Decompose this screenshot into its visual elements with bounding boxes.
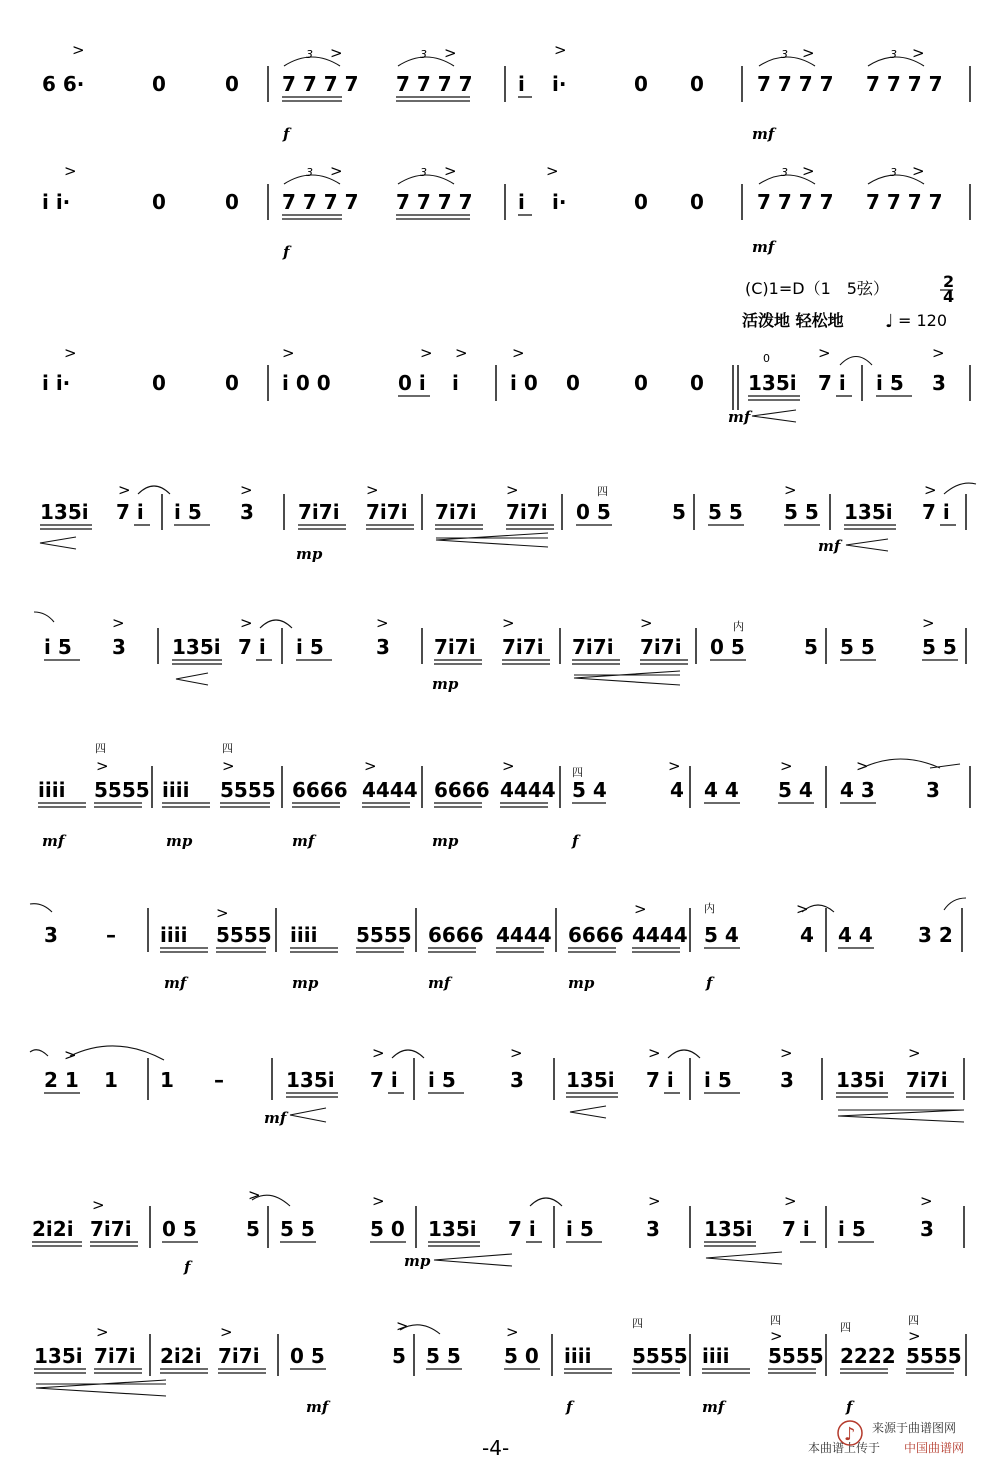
fingering-mark: 四 [632,1317,643,1330]
fingering-mark: 四 [908,1314,919,1327]
svg-text:>: > [512,344,525,362]
notes: 5555 [768,1344,824,1368]
notes: – [214,1068,224,1092]
notes: 7 i [646,1068,674,1092]
notes: i [518,190,525,214]
notes: 3 [376,635,390,659]
notes: 4444 [500,778,556,802]
svg-text:>: > [502,614,515,632]
notes: 4 4 [838,923,873,947]
notes: 7 7 7 7 [396,190,473,214]
svg-text:>: > [780,757,793,775]
svg-text:>: > [912,44,925,62]
notes: iiii [702,1344,730,1368]
svg-text:>: > [240,614,253,632]
notes: i 5 [44,635,72,659]
notes: 7i7i [572,635,614,659]
notes: i 5 [296,635,324,659]
svg-text:3: 3 [781,48,788,61]
page-number: -4- [482,1436,510,1460]
notes: 5555 [632,1344,688,1368]
svg-text:>: > [112,614,125,632]
notes: 135i [428,1217,477,1241]
notes: 0 5 [162,1217,197,1241]
notes: 135i [748,371,797,395]
system-10 [34,1314,966,1416]
notes: 5 [672,500,686,524]
notes: 3 [926,778,940,802]
notes: i 5 [704,1068,732,1092]
svg-text:>: > [444,44,457,62]
svg-text:>: > [634,900,647,918]
svg-text:>: > [366,481,379,499]
svg-text:>: > [96,1323,109,1341]
notes: 7i7i [434,635,476,659]
notes: iiii [160,923,188,947]
notes: 7i7i [94,1344,136,1368]
notes: 5555 [220,778,276,802]
watermark-left: 本曲谱上传于 [808,1441,881,1455]
notes: 6666 [292,778,348,802]
dynamic-mark: f [706,974,713,992]
svg-text:3: 3 [420,166,427,179]
svg-text:>: > [818,344,831,362]
notes: 7i7i [218,1344,260,1368]
svg-text:>: > [455,344,468,362]
notes: 3 [112,635,126,659]
svg-text:>: > [248,1186,261,1204]
svg-text:>: > [364,757,377,775]
dynamic-mark: mf [428,974,451,992]
notes: 135i [566,1068,615,1092]
svg-text:3: 3 [781,166,788,179]
watermark-right-top: 来源于曲谱图网 [872,1421,957,1435]
notes: 0 [634,371,648,395]
notes: 7i7i [640,635,682,659]
svg-text:>: > [802,162,815,180]
notes: 2i2i [32,1217,74,1241]
notes: 4444 [362,778,418,802]
svg-text:>: > [920,1192,933,1210]
svg-text:3: 3 [306,48,313,61]
notes: 2 1 [44,1068,79,1092]
notes: 5 4 [704,923,739,947]
notes: 3 2 [918,923,953,947]
notes: 3 [44,923,58,947]
notes: 7 i [238,635,266,659]
svg-text:>: > [510,1044,523,1062]
notes: 6666 [428,923,484,947]
notes: 2i2i [160,1344,202,1368]
notes: i i· [42,371,71,395]
notes: 3 [932,371,946,395]
notes: 7i7i [906,1068,948,1092]
notes: 7i7i [435,500,477,524]
svg-text:>: > [118,481,131,499]
notes: 5 5 [708,500,743,524]
svg-text:♪: ♪ [844,1424,856,1445]
notes: 4 [800,923,814,947]
notes: 0 5 [290,1344,325,1368]
system-5 [34,612,966,693]
svg-text:>: > [396,1317,409,1335]
notes: 5 0 [504,1344,539,1368]
svg-text:>: > [372,1192,385,1210]
notes: 5 5 [784,500,819,524]
notes: iiii [564,1344,592,1368]
svg-text:>: > [330,44,343,62]
svg-text:>: > [220,1323,233,1341]
fingering-mark: 四 [222,742,233,755]
notes: 0 [225,371,239,395]
notes: 0 [634,190,648,214]
svg-text:>: > [908,1044,921,1062]
notes: 7 i [116,500,144,524]
notes: 0 5 [576,500,611,524]
svg-text:>: > [92,1196,105,1214]
svg-text:>: > [96,757,109,775]
notes: i 5 [428,1068,456,1092]
svg-text:>: > [784,1192,797,1210]
notes: 7 7 7 7 [396,72,473,96]
notes: 5 0 [370,1217,405,1241]
notes: 4 [670,778,684,802]
system-4 [40,481,976,563]
svg-text:>: > [912,162,925,180]
notes: 5 [392,1344,406,1368]
svg-text:>: > [64,344,77,362]
dynamic-mark: mp [296,545,323,563]
system-2 [42,162,970,261]
notes: 4 4 [704,778,739,802]
notes: i· [552,72,567,96]
notes: 135i [34,1344,83,1368]
svg-text:>: > [282,344,295,362]
notes: i· [552,190,567,214]
notes: 3 [646,1217,660,1241]
site-logo-icon [838,1421,862,1445]
notes: 7i7i [366,500,408,524]
dynamic-mark: mf [702,1398,725,1416]
notes: 5555 [906,1344,962,1368]
dynamic-mark: mf [818,537,841,555]
system-8 [30,1044,964,1127]
notes: 7i7i [298,500,340,524]
svg-text:>: > [640,614,653,632]
notes: 4444 [632,923,688,947]
notes: 135i [286,1068,335,1092]
svg-text:>: > [922,614,935,632]
notes: 0 i [398,371,426,395]
notes: 0 [225,190,239,214]
quarter-note-icon: ♩ [885,311,894,332]
notes: 7 i [508,1217,536,1241]
notes: 5 [246,1217,260,1241]
notes: 0 [152,72,166,96]
notes: i 5 [838,1217,866,1241]
dynamic-mark: mp [404,1252,431,1270]
svg-text:>: > [648,1044,661,1062]
dynamic-mark: f [566,1398,573,1416]
notes: 0 [690,72,704,96]
notes: 5555 [216,923,272,947]
notes: 135i [844,500,893,524]
notes: 3 [510,1068,524,1092]
svg-text:>: > [444,162,457,180]
dynamic-mark: mf [752,238,775,256]
notes: 3 [780,1068,794,1092]
notes: 7 7 7 7 [866,72,943,96]
svg-text:3: 3 [890,48,897,61]
dynamic-mark: f [283,125,290,143]
notes: 4444 [496,923,552,947]
fingering-mark: 内 [733,620,744,633]
watermark-right-bottom: 中国曲谱网 [904,1441,965,1455]
svg-text:>: > [372,1044,385,1062]
fingering-mark: 四 [95,742,106,755]
notes: 6 6· [42,72,85,96]
svg-text:3: 3 [890,166,897,179]
notes: 0 5 [710,635,745,659]
notes: i 5 [174,500,202,524]
notes: 0 [690,190,704,214]
notes: 6666 [434,778,490,802]
notes: 135i [40,500,89,524]
svg-text:>: > [64,162,77,180]
dynamic-mark: mp [292,974,319,992]
system-7 [30,898,966,992]
notes: 7 7 7 7 [757,190,834,214]
dynamic-mark: f [572,832,579,850]
notes: 7 7 7 7 [866,190,943,214]
svg-text:>: > [908,1327,921,1345]
notes: 5 [804,635,818,659]
svg-text:>: > [376,614,389,632]
notes: 7 7 7 7 [757,72,834,96]
time-signature-top: 2 [943,272,955,291]
svg-text:>: > [554,41,567,59]
notes: 4 3 [840,778,875,802]
dynamic-mark: mp [568,974,595,992]
notes: 5 5 [280,1217,315,1241]
notes: 5 4 [572,778,607,802]
notes: 7i7i [90,1217,132,1241]
notes: i 5 [876,371,904,395]
svg-text:>: > [222,757,235,775]
notes: 135i [172,635,221,659]
svg-text:>: > [240,481,253,499]
dynamic-mark: f [846,1398,853,1416]
svg-text:>: > [648,1192,661,1210]
notes: i [518,72,525,96]
notes: 5555 [356,923,412,947]
notes: 7 7 7 7 [282,72,359,96]
notes: iiii [290,923,318,947]
dynamic-mark: f [184,1258,191,1276]
notes: 5 4 [778,778,813,802]
svg-text:>: > [780,1044,793,1062]
svg-text:>: > [506,481,519,499]
dynamic-mark: mp [432,675,459,693]
notes: iiii [38,778,66,802]
fingering-mark: 0 [763,352,770,365]
dynamic-mark: mf [306,1398,329,1416]
notes: 0 [566,371,580,395]
notes: 1 [104,1068,118,1092]
svg-text:3: 3 [420,48,427,61]
system-3 [42,344,970,426]
notes: 7 i [370,1068,398,1092]
svg-text:>: > [420,344,433,362]
dynamic-mark: mf [42,832,65,850]
svg-text:>: > [770,1327,783,1345]
svg-text:>: > [668,757,681,775]
svg-text:>: > [802,44,815,62]
notes: 5 5 [426,1344,461,1368]
dynamic-mark: mf [292,832,315,850]
notes: 7 7 7 7 [282,190,359,214]
notes: 5555 [94,778,150,802]
system-1 [42,41,970,143]
fingering-mark: 四 [840,1321,851,1334]
notes: 135i [836,1068,885,1092]
fingering-mark: 四 [572,766,583,779]
notes: 5 5 [922,635,957,659]
notes: 2222 [840,1344,896,1368]
fingering-mark: 内 [704,902,715,915]
notes: 7 i [782,1217,810,1241]
svg-text:>: > [924,481,937,499]
dynamic-mark: mf [728,408,751,426]
notes: 6666 [568,923,624,947]
dynamic-mark: mf [264,1109,287,1127]
dynamic-mark: mp [432,832,459,850]
system-9 [32,1186,964,1276]
notes: i i· [42,190,71,214]
notes: 0 [690,371,704,395]
system-6 [38,742,970,850]
svg-text:>: > [932,344,945,362]
notes: i 0 [510,371,538,395]
tempo-bpm: = 120 [898,311,948,330]
notes: 3 [240,500,254,524]
notes: 1 [160,1068,174,1092]
notes: 7 i [818,371,846,395]
notes: i 5 [566,1217,594,1241]
notes: 7i7i [506,500,548,524]
notes: 7 i [922,500,950,524]
dynamic-mark: mf [752,125,775,143]
notes: i 0 0 [282,371,331,395]
key-signature: (C)1=D（1 5弦） [745,279,889,298]
fingering-mark: 四 [770,1314,781,1327]
tempo-text: 活泼地 轻松地 [742,311,844,330]
svg-text:>: > [72,41,85,59]
dynamic-mark: f [283,243,290,261]
notes: 3 [920,1217,934,1241]
svg-text:>: > [64,1046,77,1064]
notes: iiii [162,778,190,802]
notes: i [452,371,459,395]
dynamic-mark: mp [166,832,193,850]
svg-text:>: > [502,757,515,775]
notes: 0 [634,72,648,96]
notes: 135i [704,1217,753,1241]
svg-text:>: > [796,900,809,918]
notes: 0 [152,190,166,214]
svg-text:3: 3 [306,166,313,179]
svg-text:>: > [546,162,559,180]
fingering-mark: 四 [597,485,608,498]
time-signature-bottom: 4 [943,287,955,306]
notes: 0 [225,72,239,96]
notes: 0 [152,371,166,395]
dynamic-mark: mf [164,974,187,992]
svg-text:>: > [784,481,797,499]
notes: 7i7i [502,635,544,659]
svg-text:>: > [506,1323,519,1341]
notes: – [106,923,116,947]
svg-text:>: > [856,757,869,775]
svg-text:>: > [216,904,229,922]
svg-text:>: > [330,162,343,180]
notes: 5 5 [840,635,875,659]
